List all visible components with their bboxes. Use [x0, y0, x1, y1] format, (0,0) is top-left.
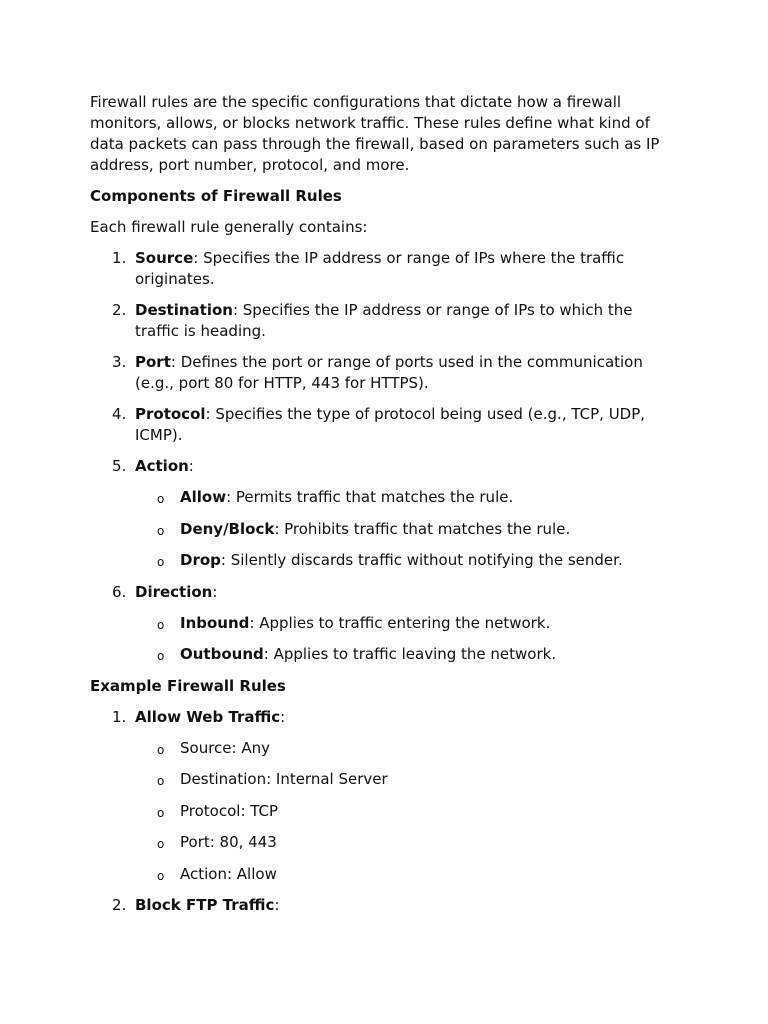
- list-number: 2.: [112, 896, 127, 914]
- bullet-icon: o: [157, 492, 165, 506]
- examples-heading: Example Firewall Rules: [90, 676, 286, 695]
- list-desc: :: [212, 582, 218, 601]
- list-desc: : Prohibits traffic that matches the rule.: [274, 519, 571, 538]
- list-term: Source: [135, 249, 194, 267]
- direction-inbound-item: [90, 613, 670, 634]
- component-item-action: [90, 456, 670, 477]
- direction-outbound-item: [90, 644, 670, 665]
- component-item-direction: [90, 582, 670, 603]
- list-text: Destination: Internal Server: [180, 770, 388, 788]
- bullet-icon: o: [157, 649, 165, 663]
- list-term: Block FTP Traffic: [135, 896, 275, 914]
- list-term: Outbound: [180, 645, 264, 663]
- example-web-port: [90, 832, 670, 853]
- bullet-icon: o: [157, 617, 165, 632]
- list-number: 1.: [112, 249, 127, 267]
- list-term: Direction: [135, 582, 213, 601]
- action-deny-item: [90, 519, 670, 540]
- action-drop-item: [90, 550, 670, 571]
- list-desc: :: [280, 707, 286, 726]
- action-allow-item: [90, 487, 670, 508]
- component-item-source: [90, 248, 670, 290]
- components-heading: Components of Firewall Rules: [90, 187, 342, 205]
- list-desc: :: [188, 457, 194, 475]
- example-web-protocol: [90, 801, 670, 822]
- bullet-icon: o: [157, 837, 165, 851]
- list-term: Protocol: [135, 405, 206, 423]
- list-term: Allow Web Traffic: [135, 707, 281, 726]
- list-desc: : Applies to traffic entering the network.: [249, 613, 551, 632]
- bullet-icon: o: [157, 742, 165, 757]
- list-term: Action: [135, 457, 189, 475]
- example-web-destination: [90, 769, 670, 790]
- list-term: Inbound: [180, 613, 250, 632]
- list-number: 6.: [112, 582, 127, 601]
- list-text: Protocol: TCP: [180, 801, 279, 820]
- list-desc: : Specifies the type of protocol being used (e.g., TCP, UDP, ICMP).: [135, 405, 646, 444]
- component-item-port: [90, 352, 670, 394]
- component-item-protocol: [90, 404, 670, 446]
- list-text: Port: 80, 443: [180, 833, 277, 851]
- list-term: Deny/Block: [180, 519, 275, 538]
- example-item-ftp: [90, 895, 670, 916]
- list-desc: : Applies to traffic leaving the network.: [263, 645, 557, 663]
- bullet-icon: o: [157, 774, 165, 788]
- example-web-source: [90, 738, 670, 759]
- component-item-destination: [90, 300, 670, 342]
- components-lead: Each firewall rule generally contains:: [90, 218, 368, 236]
- list-desc: :: [274, 896, 280, 914]
- list-text: Source: Any: [180, 738, 270, 757]
- bullet-icon: o: [157, 805, 165, 820]
- bullet-icon: o: [157, 555, 165, 569]
- list-number: 5.: [112, 457, 127, 475]
- list-term: Allow: [180, 488, 227, 506]
- list-term: Destination: [135, 301, 233, 319]
- example-item-web: [90, 707, 670, 728]
- list-number: 4.: [112, 405, 127, 423]
- list-text: Action: Allow: [180, 864, 277, 883]
- intro-paragraph: Firewall rules are the specific configurations that dictate how a firewall monitors, allows, or blocks network traffic. These rules define what kind of data packets can pass through the firewall, based on parameters such as IP address, port number, protocol, and more.: [90, 93, 660, 174]
- list-term: Port: [135, 353, 171, 371]
- document-body: [90, 92, 670, 926]
- list-number: 2.: [112, 301, 127, 319]
- bullet-icon: o: [157, 868, 165, 883]
- list-term: Drop: [180, 551, 221, 569]
- list-number: 3.: [112, 353, 127, 371]
- list-desc: : Specifies the IP address or range of IPs where the traffic originates.: [135, 249, 625, 288]
- list-desc: : Permits traffic that matches the rule.: [226, 488, 514, 506]
- list-desc: : Defines the port or range of ports used in the communication (e.g., port 80 for HTTP, 443 for HTTPS).: [135, 353, 643, 392]
- example-web-action: [90, 864, 670, 885]
- list-desc: : Specifies the IP address or range of IPs to which the traffic is heading.: [135, 301, 633, 340]
- bullet-icon: o: [157, 523, 165, 538]
- list-number: 1.: [112, 707, 127, 726]
- list-desc: : Silently discards traffic without notifying the sender.: [220, 551, 623, 569]
